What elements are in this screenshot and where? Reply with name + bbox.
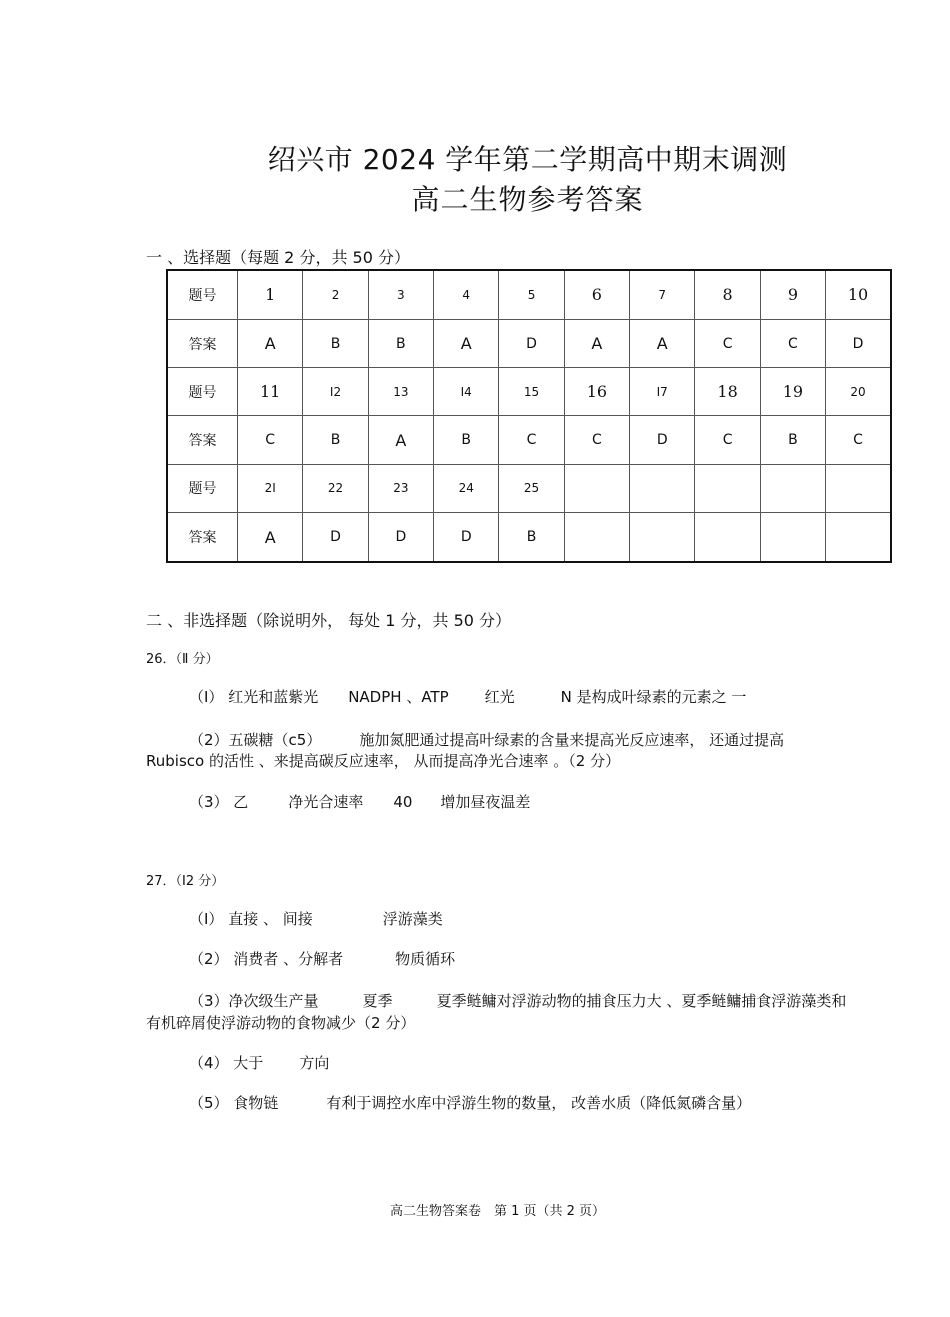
answer-cell: B [303,416,368,464]
question-number-cell: 24 [434,464,499,512]
q26-p1-d: N 是构成叶绿素的元素之 一 [560,688,747,706]
q27-p4-b: 方向 [299,1054,330,1072]
q27-part4 [189,1052,329,1073]
q27-p4-a: （4） 大于 [189,1054,264,1072]
table-row-question [167,368,891,416]
page-title: 绍兴市 2024 学年第二学期高中期末调测 [267,143,788,176]
q27-p5-b: 有利于调控水库中浮游生物的数量， 改善水质（降低氮磷含量） [326,1094,752,1112]
question-number-cell: 16 [564,368,629,416]
answer-cell [695,513,760,562]
q26-p1-c: 红光 [484,688,515,706]
table-row-answer [167,416,891,464]
q27-part1 [189,908,443,929]
question-number-cell [826,464,891,512]
answer-cell: C [760,319,825,367]
table-row-answer [167,513,891,562]
answer-cell: B [303,319,368,367]
q27-part3-line2: 有机碎屑使浮游动物的食物减少（2 分） [146,1014,416,1032]
q26-p1-a: （I） 红光和蓝紫光 [189,688,319,706]
q26-p2-b: 施加氮肥通过提高叶绿素的含量来提高光反应速率， 还通过提高 [359,731,785,749]
answer-cell: D [826,319,891,367]
q27-p3-b: 夏季 [362,992,393,1010]
answer-cell: D [499,319,564,367]
q27-p2-b: 物质循环 [395,950,456,968]
question-number-cell: 10 [826,270,891,319]
question-number-cell: 11 [238,368,303,416]
answer-cell: A [238,319,303,367]
question-number-cell [695,464,760,512]
answer-cell: A [434,319,499,367]
q27-p1-a: （I） 直接 、 间接 [189,910,313,928]
question-number-cell: I4 [434,368,499,416]
q27-part3-line1 [189,990,846,1011]
answer-cell [630,513,695,562]
answer-table [166,269,892,563]
answer-cell: C [499,416,564,464]
answer-cell [826,513,891,562]
question-number-cell: 18 [695,368,760,416]
q27-part2 [189,948,455,969]
question-number-cell [760,464,825,512]
answer-cell: C [826,416,891,464]
answer-cell: C [564,416,629,464]
q26-part2-line1 [189,729,784,750]
question-number-cell: I2 [303,368,368,416]
q26-p3-c: 40 [393,793,413,811]
table-row-answer [167,319,891,367]
question-number-cell: 22 [303,464,368,512]
q26-p3-b: 净光合速率 [288,793,364,811]
question-number-cell: 15 [499,368,564,416]
answer-cell: D [434,513,499,562]
answer-cell: A [564,319,629,367]
answer-cell: A [238,513,303,562]
row-label-answer: 答案 [167,319,238,367]
answer-cell: C [695,319,760,367]
answer-cell [564,513,629,562]
row-label-question: 题号 [167,464,238,512]
question-number-cell: 8 [695,270,760,319]
answer-cell: D [630,416,695,464]
question-number-cell [630,464,695,512]
q26-part2-line2: Rubisco 的活性 、来提高碳反应速率， 从而提高净光合速率 。（2 分） [146,752,621,770]
answer-cell: C [238,416,303,464]
question-number-cell: I7 [630,368,695,416]
section1-heading: 一 、选择题（每题 2 分，共 50 分） [146,248,410,267]
q27-p2-a: （2） 消费者 、分解者 [189,950,344,968]
q26-p2-a: （2）五碳糖（c5） [189,731,322,749]
answer-cell: D [368,513,433,562]
question-number-cell: 20 [826,368,891,416]
answer-cell: C [695,416,760,464]
q27-header: 27．（I2 分） [146,874,225,889]
answer-cell: D [303,513,368,562]
question-number-cell: 3 [368,270,433,319]
table-row-question [167,464,891,512]
question-number-cell: 6 [564,270,629,319]
q26-header: 26．（Ⅱ 分） [146,652,219,667]
q27-part5 [189,1092,751,1113]
question-number-cell: 13 [368,368,433,416]
row-label-question: 题号 [167,270,238,319]
answer-cell: A [368,416,433,464]
q26-part1 [189,686,746,707]
question-number-cell: 7 [630,270,695,319]
question-number-cell: 5 [499,270,564,319]
q27-p1-b: 浮游藻类 [382,910,443,928]
page-footer: 高二生物答案卷 第 1 页（共 2 页） [389,1204,606,1219]
row-label-question: 题号 [167,368,238,416]
question-number-cell: 2I [238,464,303,512]
table-row-question [167,270,891,319]
question-number-cell [564,464,629,512]
q27-p3-a: （3）净次级生产量 [189,992,319,1010]
section2-heading: 二 、非选择题（除说明外， 每处 1 分，共 50 分） [146,611,512,630]
q26-p3-a: （3） 乙 [189,793,249,811]
answer-cell [760,513,825,562]
row-label-answer: 答案 [167,513,238,562]
row-label-answer: 答案 [167,416,238,464]
answer-cell: B [368,319,433,367]
question-number-cell: 23 [368,464,433,512]
answer-cell: B [499,513,564,562]
question-number-cell: 2 [303,270,368,319]
question-number-cell: 25 [499,464,564,512]
q27-p5-a: （5） 食物链 [189,1094,279,1112]
answer-cell: A [630,319,695,367]
question-number-cell: 1 [238,270,303,319]
q27-p3-c: 夏季鲢鳙对浮游动物的捕食压力大 、夏季鲢鳙捕食浮游藻类和 [436,992,847,1010]
q26-p1-b: NADPH 、ATP [348,688,449,706]
q26-p3-d: 增加昼夜温差 [440,793,531,811]
question-number-cell: 9 [760,270,825,319]
question-number-cell: 4 [434,270,499,319]
question-number-cell: 19 [760,368,825,416]
q26-part3 [189,791,530,812]
answer-cell: B [760,416,825,464]
answer-cell: B [434,416,499,464]
page-subtitle: 高二生物参考答案 [411,183,644,216]
